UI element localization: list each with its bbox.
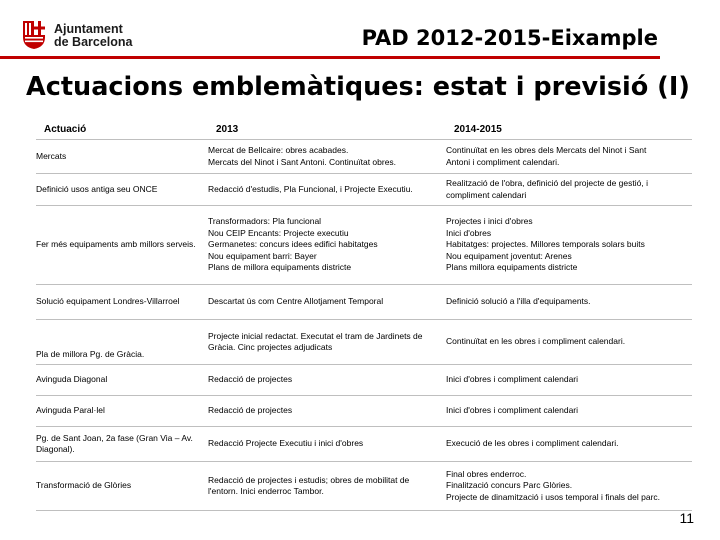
cell-actuacio: Pla de millora Pg. de Gràcia. xyxy=(36,348,145,359)
header-title: PAD 2012-2015-Eixample xyxy=(361,26,658,50)
cell-2013: Redacció d'estudis, Pla Funcional, i Projecte Executiu. xyxy=(208,183,413,194)
actions-table xyxy=(36,139,692,511)
table-row xyxy=(36,426,692,461)
table-row xyxy=(36,284,692,319)
cell-actuacio: Transformació de Glòries xyxy=(36,480,132,491)
cell-2013: Redacció Projecte Executiu i inici d'obres xyxy=(208,438,364,449)
cell-actuacio: Solució equipament Londres-Villarroel xyxy=(36,296,180,307)
cell-2013: Transformadors: Pla funcional Nou CEIP Encants: Projecte executiu Germanetes: concurs idees edifici habitatges Nou equipament barri: Bayer Plans de millora equipaments districte xyxy=(208,216,378,273)
cell-actuacio: Pg. de Sant Joan, 2a fase (Gran Via – Av. Diagonal). xyxy=(36,432,193,454)
cell-2014-2015: Continuïtat en les obres dels Mercats del Ninot i Sant Antoni i compliment calendari. xyxy=(446,145,647,167)
ajuntament-logo xyxy=(22,20,142,54)
cell-2014-2015: Definició solució a l'illa d'equipaments. xyxy=(446,296,591,307)
table-row xyxy=(36,319,692,364)
cell-actuacio: Mercats xyxy=(36,150,67,161)
barcelona-shield-icon xyxy=(22,20,46,50)
table-row xyxy=(36,461,692,511)
cell-2013: Projecte inicial redactat. Executat el tram de Jardinets de Gràcia. Cinc projectes adjudicats xyxy=(208,330,423,352)
cell-2013: Descartat ús com Centre Allotjament Temporal xyxy=(208,296,384,307)
cell-2014-2015: Continuïtat en les obres i compliment calendari. xyxy=(446,336,626,347)
table-row xyxy=(36,173,692,205)
page-number: 11 xyxy=(679,510,694,526)
cell-2014-2015: Realització de l'obra, definició del projecte de gestió, i compliment calendari xyxy=(446,178,648,200)
cell-2013: Redacció de projectes i estudis; obres de mobilitat de l'entorn. Inici enderroc Tambor. xyxy=(208,474,410,496)
cell-2013: Redacció de projectes xyxy=(208,374,293,385)
table-row xyxy=(36,139,692,173)
cell-actuacio: Avinguda Paral·lel xyxy=(36,405,105,416)
cell-2013: Mercat de Bellcaire: obres acabades. Mercats del Ninot i Sant Antoni. Continuïtat obres. xyxy=(208,145,397,167)
cell-actuacio: Avinguda Diagonal xyxy=(36,374,108,385)
cell-2013: Redacció de projectes xyxy=(208,405,293,416)
header-divider xyxy=(0,56,660,59)
page-title: Actuacions emblemàtiques: estat i previsió (I) xyxy=(26,72,690,102)
cell-2014-2015: Projectes i inici d'obres Inici d'obres Habitatges: projectes. Millores temporals solars buits Nou equipament joventut: Arenes Plans millora equipaments districte xyxy=(446,216,645,273)
cell-2014-2015: Execució de les obres i compliment calendari. xyxy=(446,438,619,449)
org-name xyxy=(54,23,133,49)
cell-2014-2015: Inici d'obres i compliment calendari xyxy=(446,374,579,385)
org-name-line1: Ajuntament xyxy=(54,22,123,36)
table-row xyxy=(36,395,692,426)
cell-2014-2015: Inici d'obres i compliment calendari xyxy=(446,405,579,416)
column-header-2013: 2013 xyxy=(216,124,239,135)
table-row xyxy=(36,205,692,284)
cell-actuacio: Fer més equipaments amb millors serveis. xyxy=(36,239,196,250)
column-header-2014-2015: 2014-2015 xyxy=(454,124,502,135)
org-name-line2: de Barcelona xyxy=(54,35,133,49)
cell-2014-2015: Final obres enderroc. Finalització concurs Parc Glòries. Projecte de dinamització i usos temporal i finals del parc. xyxy=(446,468,661,502)
cell-actuacio: Definició usos antiga seu ONCE xyxy=(36,183,158,194)
column-header-actuacio: Actuació xyxy=(44,124,87,135)
table-row xyxy=(36,364,692,395)
